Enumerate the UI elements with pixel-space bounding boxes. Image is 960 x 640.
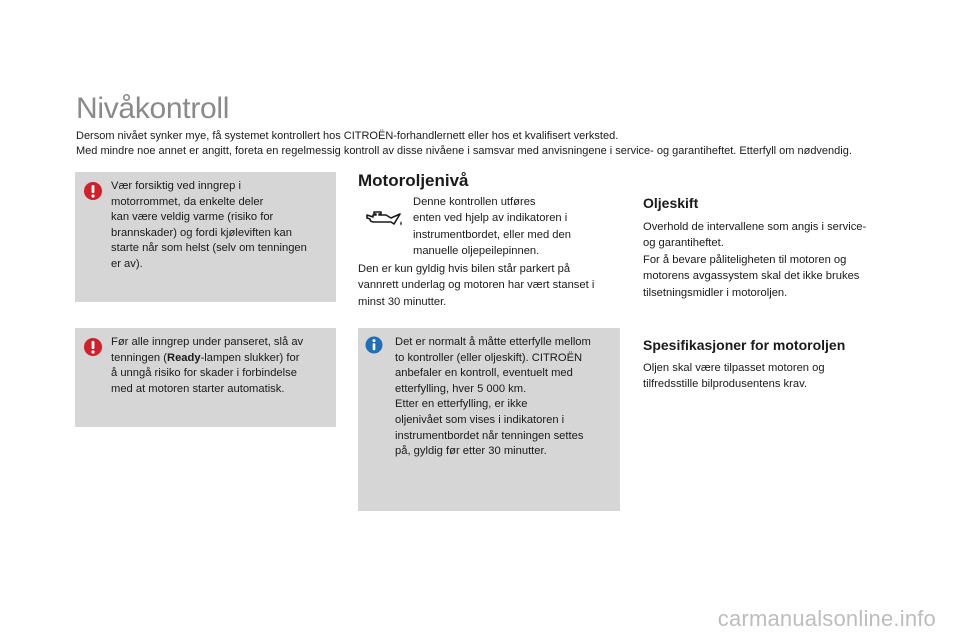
text-line: motorens avgassystem skal det ikke brukes — [643, 270, 860, 283]
text-line: Overhold de intervallene som angis i service- — [643, 221, 867, 233]
text-line: instrumentbordet, eller med den — [413, 228, 571, 241]
warning-line: Vær forsiktig ved inngrep i — [111, 180, 241, 192]
info-line: etterfylling, hver 5 000 km. — [395, 382, 527, 395]
specs-text — [643, 360, 903, 393]
text-line: Den er kun gyldig hvis bilen står parkert på — [358, 263, 571, 275]
text-line: manuelle oljepeilepinnen. — [413, 245, 540, 258]
text-fragment: tenningen ( — [111, 351, 167, 364]
oil-change-heading: Oljeskift — [643, 195, 699, 211]
warning-line: motorrommet, da enkelte deler — [111, 195, 264, 208]
exclamation-icon — [83, 181, 103, 201]
info-line: Etter en etterfylling, er ikke — [395, 398, 528, 411]
text-line: Oljen skal være tilpasset motoren og — [643, 362, 825, 374]
warning-box-hot-parts — [75, 172, 336, 302]
warning-line: kan være veldig varme (risiko for — [111, 211, 274, 224]
info-line: oljenivået som vises i indikatoren i — [395, 413, 565, 426]
specs-heading: Spesifikasjoner for motoroljen — [643, 337, 846, 353]
warning-line: med at motoren starter automatisk. — [111, 382, 285, 395]
info-line: Det er normalt å måtte etterfylle mellom — [395, 336, 591, 348]
ready-label: Ready — [166, 351, 201, 364]
exclamation-icon — [83, 337, 103, 357]
motoroil-body-text — [358, 261, 628, 310]
text-line: minst 30 minutter. — [358, 295, 447, 308]
warning-line: å unngå risiko for skader i forbindelse — [111, 367, 297, 380]
warning-line-ready — [111, 351, 331, 367]
text-line: tilsetningsmidler i motoroljen. — [643, 286, 788, 299]
text-line: vannrett underlag og motoren har vært stanset i — [358, 279, 595, 292]
oil-can-icon — [364, 209, 404, 231]
info-icon — [365, 336, 383, 354]
info-text — [395, 335, 617, 460]
text-line: For å bevare påliteligheten til motoren og — [643, 253, 847, 266]
warning-line: er av). — [111, 257, 143, 270]
info-line: på, gyldig før etter 30 minutter. — [395, 445, 547, 458]
text-line: enten ved hjelp av indikatoren i — [413, 212, 568, 225]
warning-line: starte når som helst (selv om tenningen — [111, 242, 307, 255]
intro-line-1: Dersom nivået synker mye, få systemet kontrollert hos CITROËN-forhandlernett eller hos et kvalifisert verksted. — [76, 130, 619, 142]
warning-text-ignition — [111, 335, 331, 397]
info-line: instrumentbordet når tenningen settes — [395, 429, 584, 442]
intro-line-2: Med mindre noe annet er angitt, foreta en regelmessig kontroll av disse nivåene i samsvar med anvisningene i service- og garantiheftet. Etterfyll om nødvendig. — [76, 145, 852, 157]
page-title: Nivåkontroll — [76, 92, 230, 125]
warning-line: Før alle inngrep under panseret, slå av — [111, 336, 304, 348]
text-line: tilfredsstille bilprodusentens krav. — [643, 378, 807, 391]
text-fragment: -lampen slukker) for — [200, 351, 300, 364]
warning-text-hot-parts — [111, 179, 331, 273]
info-line: to kontroller (eller oljeskift). CITROËN — [395, 351, 583, 364]
watermark: carmanualsonline.info — [717, 606, 936, 631]
motoroil-heading: Motoroljenivå — [358, 171, 469, 190]
warning-box-ignition — [75, 328, 336, 427]
text-line: Denne kontrollen utføres — [413, 196, 536, 208]
warning-line: brannskader) og fordi kjøleviften kan — [111, 226, 292, 239]
oil-change-text — [643, 219, 903, 301]
text-line: og garantiheftet. — [643, 237, 724, 250]
motoroil-icon-text — [413, 194, 623, 260]
info-box — [358, 328, 620, 511]
info-line: anbefaler en kontroll, eventuelt med — [395, 367, 573, 380]
